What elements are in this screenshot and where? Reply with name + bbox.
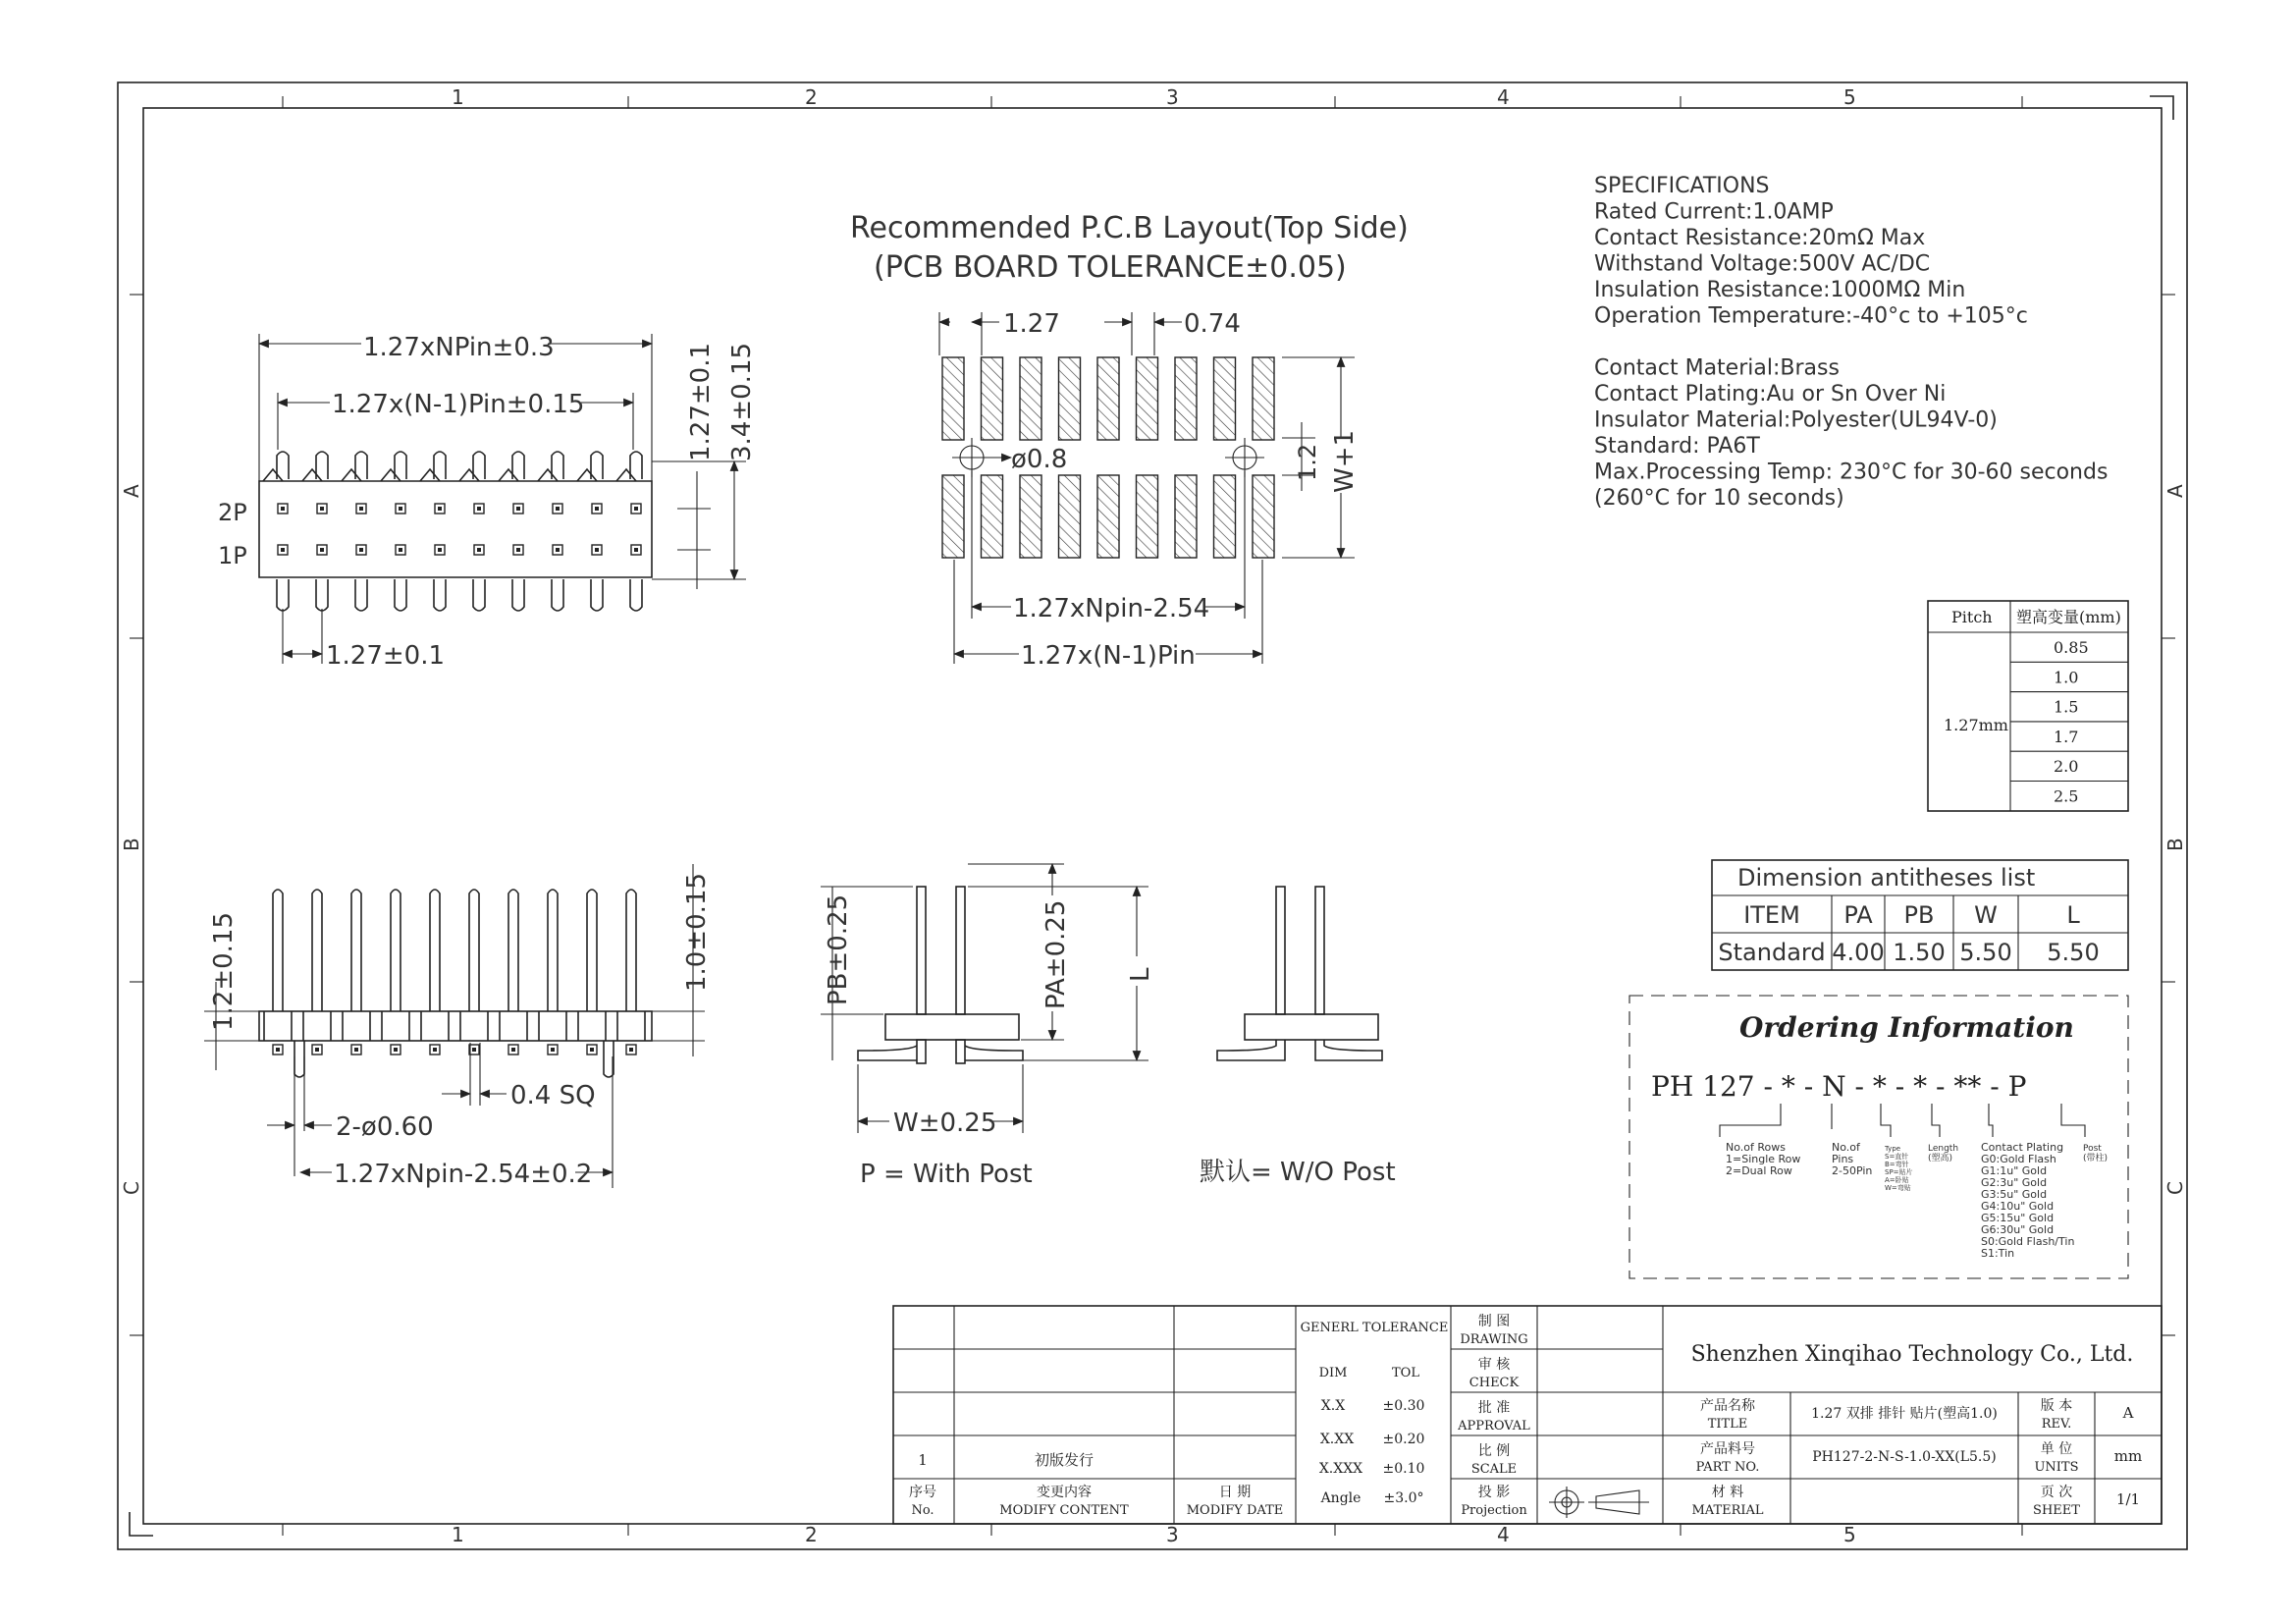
height-variant-header: 塑高变量(mm) [2016,608,2121,626]
pcb-pad-top [942,357,964,440]
ordering-plating: G2:3u" Gold [1981,1176,2048,1189]
ordering-type: Type [1885,1145,1901,1153]
pcb-pad-bottom [942,475,964,558]
scale-label-en: SCALE [1470,1462,1518,1477]
dimension-table-header: PA [1843,901,1873,929]
dimension-table-title: Dimension antitheses list [1737,864,2036,892]
pcb-pad-top [1059,357,1081,440]
zone-row-b: B [120,838,143,851]
material-label-en: MATERIAL [1691,1503,1764,1518]
sheet-frame [118,82,2187,1549]
pcb-pad-top [1097,357,1119,440]
sheet-label-cn: 页 次 [2040,1485,2073,1500]
no-label-cn: 序号 [909,1485,936,1500]
rev-value: A [2122,1404,2134,1422]
caption-without-post: 默认= W/O Post [1200,1158,1396,1187]
tol-angle-value: ±3.0° [1383,1490,1424,1506]
title-label-cn: 产品名称 [1700,1398,1755,1414]
title-block [893,1306,2162,1524]
ordering-rows: 2=Dual Row [1726,1164,1792,1177]
dimension-table-header: L [2066,901,2080,929]
dimension-table-cell: 5.50 [2047,939,2100,966]
pcb-pad-top [1175,357,1197,440]
ordering-post: (带柱) [2083,1154,2109,1163]
dim-pa-text: PA±0.25 [1041,899,1071,1009]
ordering-type: W=弯贴 [1885,1184,1911,1192]
dimension-table-header: PB [1903,901,1935,929]
pcb-subtitle: (PCB BOARD TOLERANCE±0.05) [874,250,1347,285]
approval-label-cn: 批 准 [1477,1400,1511,1416]
ordering-plating: G1:1u" Gold [1981,1164,2048,1177]
dim-sq-text: 0.4 SQ [510,1081,596,1110]
dim-10-text: 1.0±0.15 [682,872,712,992]
side-view-without-post [1200,887,1396,1187]
ordering-type: B=弯针 [1885,1161,1909,1168]
zone-row-c-right: C [2163,1181,2187,1195]
ordering-title: Ordering Information [1739,1011,2074,1044]
part-label-cn: 产品料号 [1700,1441,1755,1457]
dim-w1-text: W+1 [1330,429,1360,493]
ordering-type: A=卧贴 [1885,1176,1909,1184]
pitch-value: 1.27mm [1944,716,2008,734]
dim-width-text: 0.74 [1184,309,1241,339]
modify-label-en: MODIFY CONTENT [999,1503,1129,1518]
dim-l-text: L [1126,967,1155,982]
top-view-body [259,481,652,577]
dim-total-text: 1.27xNPin±0.3 [363,333,555,362]
dimension-table-cell: Standard [1718,939,1826,966]
zone-col-2: 2 [805,85,818,109]
dim-12-text: 1.2±0.15 [209,911,239,1031]
row-label-2p: 2P [218,499,247,526]
ordering-plating: G5:15u" Gold [1981,1212,2055,1224]
pcb-pad-bottom [1137,475,1158,558]
units-label-en: UNITS [2034,1460,2079,1475]
tol-xx: X.X [1320,1398,1346,1414]
ordering-type: S=直针 [1885,1153,1909,1161]
zone-col-4: 4 [1497,85,1510,109]
scale-label-cn: 比 例 [1477,1443,1511,1459]
dim-np254-text: 1.27xNpin-2.54 [1013,594,1210,623]
dimension-table-cell: 5.50 [1959,939,2012,966]
tol-xx-value: ±0.30 [1382,1398,1425,1414]
revision-content: 初版发行 [1034,1451,1095,1469]
zone-col-5: 5 [1843,85,1856,109]
front-view [204,864,712,1189]
tol-xxxx: X.XXX [1318,1461,1363,1477]
dimension-table-header: ITEM [1743,901,1800,929]
units-label-cn: 单 位 [2040,1441,2073,1457]
height-variant-value: 1.7 [2054,727,2079,746]
pcb-layout [850,211,1409,671]
spec-line: Insulation Resistance:1000MΩ Min [1594,278,1966,302]
pcb-pad-top [1020,357,1041,440]
ordering-plating: S0:Gold Flash/Tin [1981,1235,2075,1248]
top-view [218,330,757,671]
pcb-pad-bottom [1214,475,1236,558]
spec-line: SPECIFICATIONS [1594,174,1770,198]
zone-col-1-bottom: 1 [452,1523,464,1546]
pcb-pad-top [1253,357,1274,440]
height-variant-value: 0.85 [2054,638,2089,657]
dim-127v-text: 1.27±0.1 [686,342,716,461]
side-view-with-post [821,864,1155,1189]
pitch-table [1928,601,2128,811]
ordering-plating: G3:5u" Gold [1981,1188,2048,1201]
date-label-en: MODIFY DATE [1186,1503,1284,1518]
ordering-type: SP=贴片 [1885,1168,1913,1176]
zone-col-3: 3 [1166,85,1179,109]
zone-col-3-bottom: 3 [1166,1523,1179,1546]
no-label-en: No. [911,1503,934,1518]
dimension-table-header: W [1974,901,1998,929]
projection-symbol [1549,1487,1649,1518]
date-label-cn: 日 期 [1218,1485,1252,1500]
ordering-pins: Pins [1832,1153,1854,1165]
rev-label-en: REV. [2041,1417,2072,1432]
drawing-label-en: DRAWING [1460,1332,1528,1347]
pcb-pad-top [1214,357,1236,440]
tol-label: TOL [1392,1366,1419,1380]
spec-line: (260°C for 10 seconds) [1594,486,1844,511]
projection-label-en: Projection [1461,1503,1527,1518]
zone-row-b-right: B [2163,838,2187,851]
zone-col-4-bottom: 4 [1497,1523,1510,1546]
dim-label: DIM [1318,1366,1348,1380]
tol-xxx: X.XX [1319,1432,1355,1447]
dim-hole-text: ø0.8 [1011,445,1068,474]
modify-label-cn: 变更内容 [1037,1485,1092,1500]
spec-line: Withstand Voltage:500V AC/DC [1594,251,1931,277]
dim-np-text: 1.27xNpin-2.54±0.2 [334,1160,593,1189]
spec-line: Contact Material:Brass [1594,355,1840,381]
dim-34-text: 3.4±0.15 [727,342,757,461]
height-variant-value: 1.0 [2054,668,2079,687]
zone-col-2-bottom: 2 [805,1523,818,1546]
spec-line: Insulator Material:Polyester(UL94V-0) [1594,407,1998,433]
pcb-pad-bottom [982,475,1003,558]
ordering-post: Post [2083,1144,2102,1154]
spec-line: Contact Plating:Au or Sn Over Ni [1594,382,1947,406]
spec-line: Contact Resistance:20mΩ Max [1594,226,1926,250]
dim-pitch-text: 1.27±0.1 [326,641,446,671]
ordering-length: Length [1928,1144,1959,1154]
ordering-pins: No.of [1832,1141,1860,1154]
zone-row-a-right: A [2163,484,2187,498]
tol-xxxx-value: ±0.10 [1382,1461,1425,1477]
dim-w-text: W±0.25 [893,1109,997,1138]
spec-line: Standard: PA6T [1594,434,1760,459]
pcb-pad-top [982,357,1003,440]
pcb-pad-bottom [1059,475,1081,558]
part-label-en: PART NO. [1695,1460,1760,1475]
ordering-rows: 1=Single Row [1726,1153,1801,1165]
pcb-pad-bottom [1253,475,1274,558]
pcb-pad-bottom [1020,475,1041,558]
projection-label-cn: 投 影 [1477,1485,1511,1500]
row-label-1p: 1P [218,542,247,569]
approval-label-en: APPROVAL [1458,1419,1530,1434]
ordering-plating: G4:10u" Gold [1981,1200,2055,1213]
height-variant-value: 1.5 [2054,697,2079,717]
ordering-plating: G0:Gold Flash [1981,1153,2056,1165]
zone-col-5-bottom: 5 [1843,1523,1856,1546]
pcb-pad-top [1137,357,1158,440]
pitch-header: Pitch [1951,608,1993,626]
revision-number: 1 [918,1451,928,1469]
dim-pitch-text: 1.27 [1003,309,1060,339]
pcb-title: Recommended P.C.B Layout(Top Side) [850,211,1409,245]
pcb-pad-bottom [1175,475,1197,558]
front-view-body [259,1011,652,1041]
units-value: mm [2113,1447,2143,1465]
zone-row-a: A [120,484,143,498]
company-name: Shenzhen Xinqihao Technology Co., Ltd. [1690,1342,2134,1367]
sheet-label-en: SHEET [2033,1503,2080,1518]
tol-xxx-value: ±0.20 [1382,1432,1425,1447]
tol-angle: Angle [1320,1490,1362,1506]
dim-12-text: 1.2 [1294,443,1321,481]
dimension-table-cell: 1.50 [1893,939,1946,966]
drawing-label-cn: 制 图 [1477,1314,1511,1329]
tolerance-title: GENERL TOLERANCE [1300,1321,1449,1335]
rev-label-cn: 版 本 [2040,1398,2073,1414]
dim-n1-text: 1.27x(N-1)Pin±0.15 [332,390,585,419]
material-label-cn: 材 料 [1711,1485,1744,1500]
ordering-length: (塑高) [1928,1154,1953,1163]
ordering-pins: 2-50Pin [1832,1164,1873,1177]
specifications [1594,174,2108,511]
ordering-rows: No.of Rows [1726,1141,1786,1154]
spec-line: Rated Current:1.0AMP [1594,199,1834,225]
ordering-plating: S1:Tin [1981,1247,2015,1260]
height-variant-value: 2.0 [2054,757,2079,777]
sheet-value: 1/1 [2115,1490,2141,1508]
ordering-plating: G6:30u" Gold [1981,1223,2055,1236]
height-variant-value: 2.5 [2054,786,2079,806]
dimension-table-cell: 4.00 [1832,939,1885,966]
ordering-code: PH 127 - * - N - * - * - ** - P [1651,1070,2027,1103]
dim-pcb-n1-text: 1.27x(N-1)Pin [1021,641,1196,671]
title-value: 1.27 双排 排针 贴片(塑高1.0) [1811,1406,1998,1422]
ordering-plating: Contact Plating [1981,1141,2064,1154]
check-label-en: CHECK [1468,1376,1520,1390]
ordering-information [1629,996,2128,1278]
title-label-en: TITLE [1707,1417,1748,1432]
part-value: PH127-2-N-S-1.0-XX(L5.5) [1812,1449,1997,1465]
dim-pb-text: PB±0.25 [824,893,853,1005]
caption-with-post: P = With Post [860,1160,1033,1189]
zone-col-1: 1 [452,85,464,109]
zone-row-c: C [120,1181,143,1195]
check-label-cn: 审 核 [1477,1357,1511,1373]
spec-line: Max.Processing Temp: 230°C for 30-60 seconds [1594,460,2109,485]
pcb-pad-bottom [1097,475,1119,558]
spec-line: Operation Temperature:-40°c to +105°c [1594,303,2028,329]
dim-hole-text: 2-ø0.60 [336,1112,434,1142]
dimension-table [1712,860,2128,970]
